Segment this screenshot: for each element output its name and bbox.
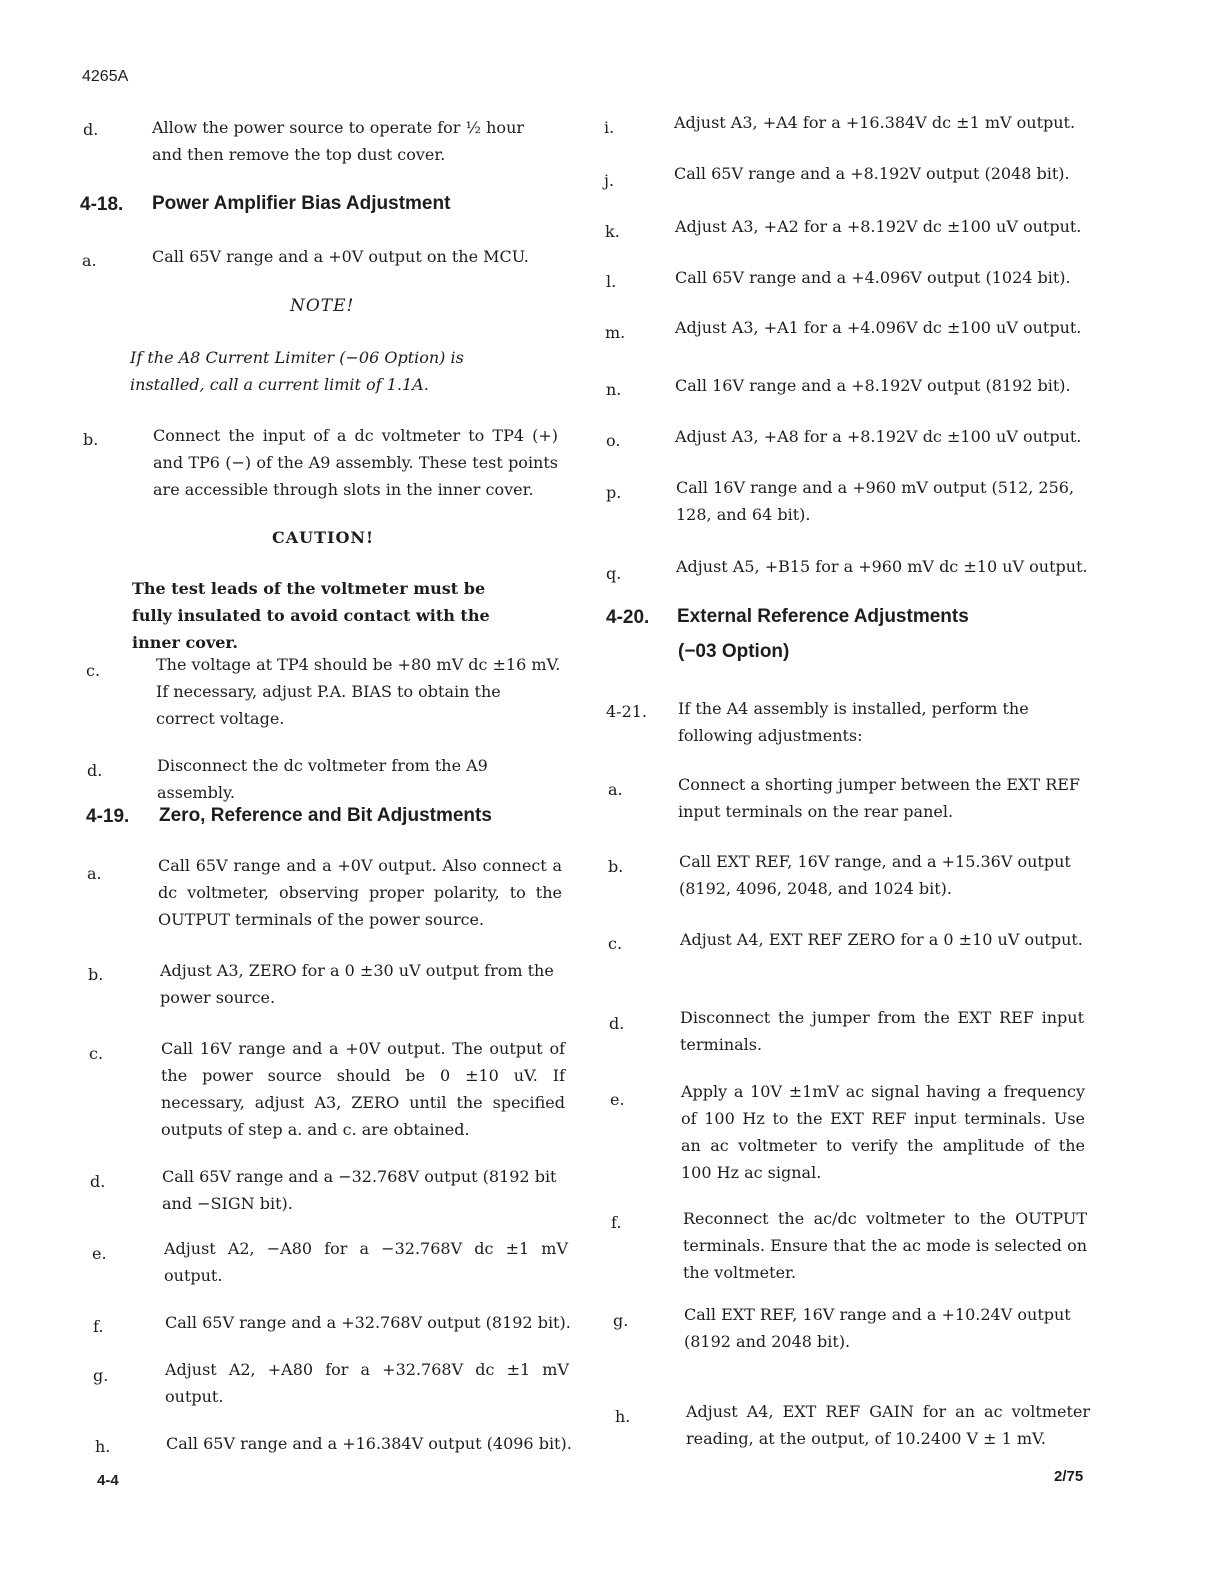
step-label: l. <box>606 272 617 291</box>
step-text: Call 65V range and a +0V output. Also connect a dc voltmeter, observing proper polarity, to the OUTPUT terminals of the power source. <box>158 856 562 929</box>
step-text: Adjust A5, +B15 for a +960 mV dc ±10 uV output. <box>676 557 1088 576</box>
step-text: Apply a 10V ±1mV ac signal having a frequency of 100 Hz to the EXT REF input terminals. Use an ac voltmeter to verify the amplitude of the 100 Hz ac signal. <box>681 1082 1085 1182</box>
step-label: a. <box>608 780 623 799</box>
step-text: Connect a shorting jumper between the EXT REF input terminals on the rear panel. <box>678 775 1081 821</box>
step-label: e. <box>92 1244 107 1263</box>
step-text: Adjust A3, +A8 for a +8.192V dc ±100 uV output. <box>675 427 1082 446</box>
step-text: Adjust A4, EXT REF GAIN for an ac voltmeter reading, at the output, of 10.2400 V ± 1 mV. <box>686 1402 1090 1448</box>
step-text: Reconnect the ac/dc voltmeter to the OUTPUT terminals. Ensure that the ac mode is selected on the voltmeter. <box>683 1209 1087 1282</box>
step-label: e. <box>610 1090 625 1109</box>
step-label: d. <box>83 120 99 139</box>
paragraph-number: 4-21. <box>606 702 648 721</box>
caution-heading: CAUTION! <box>272 528 375 547</box>
step-text: Adjust A3, +A4 for a +16.384V dc ±1 mV output. <box>674 113 1076 132</box>
step-text: Call EXT REF, 16V range and a +10.24V output (8192 and 2048 bit). <box>684 1305 1071 1351</box>
step-label: d. <box>87 761 103 780</box>
step-text: Adjust A3, +A2 for a +8.192V dc ±100 uV output. <box>675 217 1082 236</box>
step-text: Call 16V range and a +8.192V output (8192 bit). <box>675 376 1071 395</box>
step-label: c. <box>86 661 101 680</box>
step-text: Call 65V range and a +8.192V output (2048 bit). <box>674 164 1070 183</box>
caution-text: The test leads of the voltmeter must be fully insulated to avoid contact with the inner cover. <box>132 579 490 652</box>
document-model-number: 4265A <box>82 68 129 85</box>
step-text: Allow the power source to operate for ½ hour and then remove the top dust cover. <box>152 118 525 164</box>
step-label: c. <box>608 934 623 953</box>
step-text: Adjust A2, −A80 for a −32.768V dc ±1 mV output. <box>164 1239 568 1285</box>
step-label: d. <box>609 1014 625 1033</box>
step-label: a. <box>87 864 102 883</box>
step-text: Adjust A2, +A80 for a +32.768V dc ±1 mV output. <box>165 1360 569 1406</box>
step-text: Call 65V range and a +16.384V output (4096 bit). <box>166 1434 572 1453</box>
revision-date: 2/75 <box>1054 1468 1084 1485</box>
step-text: Call 65V range and a +0V output on the MCU. <box>152 247 529 266</box>
step-text: Adjust A4, EXT REF ZERO for a 0 ±10 uV output. <box>680 930 1083 949</box>
section-title: Zero, Reference and Bit Adjustments <box>159 805 492 826</box>
step-text: Disconnect the dc voltmeter from the A9 assembly. <box>157 756 488 802</box>
step-label: a. <box>82 251 97 270</box>
step-text: Call 16V range and a +0V output. The output of the power source should be 0 ±10 uV. If necessary, adjust A3, ZERO until the specified outputs of step a. and c. are obtained. <box>161 1039 565 1139</box>
step-text: Disconnect the jumper from the EXT REF input terminals. <box>680 1008 1084 1054</box>
step-label: b. <box>83 430 99 449</box>
step-text: Adjust A3, +A1 for a +4.096V dc ±100 uV output. <box>675 318 1082 337</box>
section-title: Power Amplifier Bias Adjustment <box>152 193 451 214</box>
step-text: Call EXT REF, 16V range, and a +15.36V output (8192, 4096, 2048, and 1024 bit). <box>679 852 1071 898</box>
note-text: If the A8 Current Limiter (−06 Option) is installed, call a current limit of 1.1A. <box>130 348 464 394</box>
step-label: f. <box>93 1317 104 1336</box>
step-text: Call 16V range and a +960 mV output (512, 256, 128, and 64 bit). <box>676 478 1075 524</box>
step-label: f. <box>611 1213 622 1232</box>
step-text: Adjust A3, ZERO for a 0 ±30 uV output from the power source. <box>160 961 554 1007</box>
section-number: 4-19. <box>86 806 130 827</box>
step-text: The voltage at TP4 should be +80 mV dc ±16 mV. If necessary, adjust P.A. BIAS to obtain the correct voltage. <box>156 655 561 728</box>
section-number: 4-20. <box>606 607 650 628</box>
step-text: Call 65V range and a +4.096V output (1024 bit). <box>675 268 1071 287</box>
step-label: i. <box>604 118 615 137</box>
section-subtitle: (−03 Option) <box>678 641 790 662</box>
paragraph-text: If the A4 assembly is installed, perform the following adjustments: <box>678 699 1029 745</box>
step-label: o. <box>606 431 621 450</box>
section-number: 4-18. <box>80 194 124 215</box>
page-number: 4-4 <box>97 1472 119 1489</box>
step-label: g. <box>93 1366 109 1385</box>
step-label: c. <box>89 1044 104 1063</box>
step-label: m. <box>605 323 626 342</box>
step-label: q. <box>606 564 622 583</box>
step-label: n. <box>606 380 622 399</box>
step-text: Call 65V range and a +32.768V output (8192 bit). <box>165 1313 571 1332</box>
note-heading: NOTE! <box>290 296 355 316</box>
step-label: j. <box>604 171 615 190</box>
step-label: d. <box>90 1172 106 1191</box>
step-label: h. <box>95 1437 111 1456</box>
step-label: b. <box>608 857 624 876</box>
step-text: Call 65V range and a −32.768V output (8192 bit and −SIGN bit). <box>162 1167 557 1213</box>
step-text: Connect the input of a dc voltmeter to TP4 (+) and TP6 (−) of the A9 assembly. These test points are accessible through slots in the inner cover. <box>153 426 558 499</box>
step-label: b. <box>88 965 104 984</box>
step-label: k. <box>605 222 620 241</box>
step-label: p. <box>606 483 622 502</box>
section-title: External Reference Adjustments <box>677 606 969 627</box>
step-label: h. <box>615 1407 631 1426</box>
step-label: g. <box>613 1311 629 1330</box>
